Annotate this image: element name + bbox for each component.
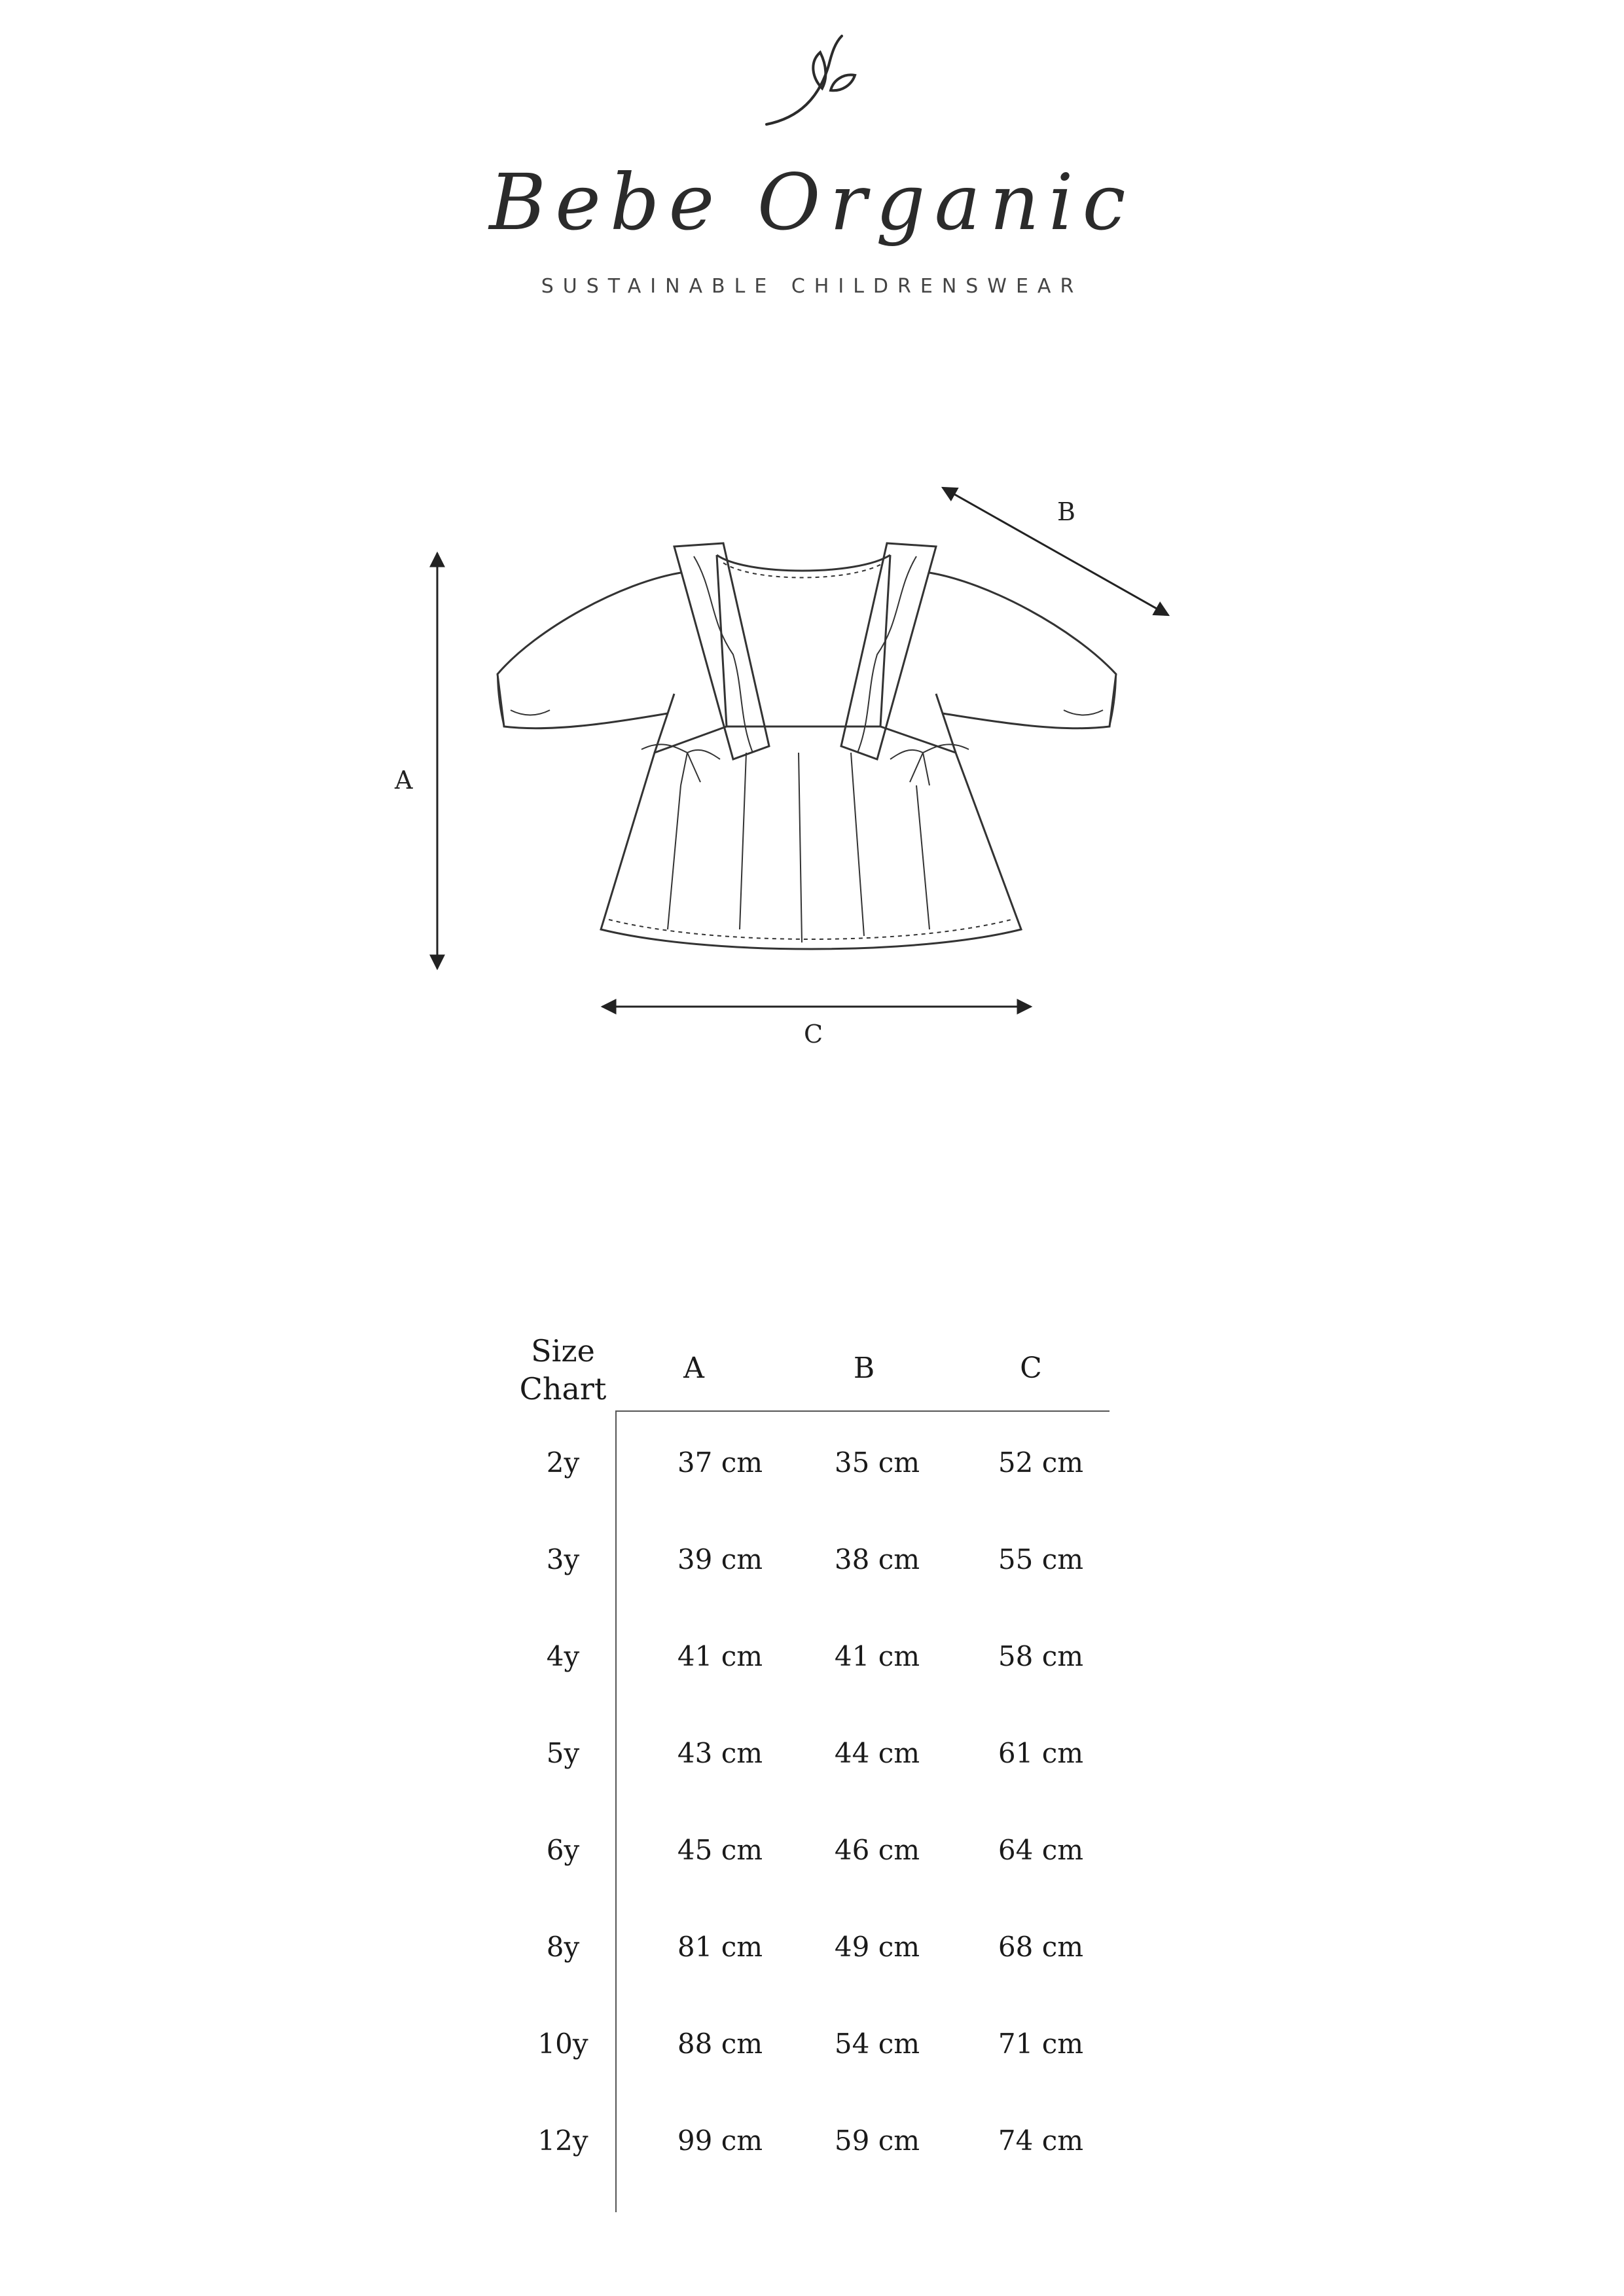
b-cell: 54 cm (834, 2028, 920, 2060)
b-cell: 49 cm (834, 1931, 920, 1963)
a-cell: 39 cm (677, 1543, 763, 1575)
size-cell: 3y (546, 1543, 580, 1575)
a-cell: 81 cm (677, 1931, 763, 1963)
b-cell: 35 cm (834, 1446, 920, 1479)
table-header-divider (615, 1410, 1110, 1412)
table-row (497, 1543, 1126, 1596)
b-cell: 59 cm (834, 2125, 920, 2157)
size-chart-title-line2: Chart (519, 1371, 607, 1407)
dimension-b-label: B (1057, 497, 1075, 526)
a-cell: 43 cm (677, 1737, 763, 1769)
c-cell: 61 cm (998, 1737, 1084, 1769)
c-cell: 74 cm (998, 2125, 1084, 2157)
table-row (497, 1931, 1126, 1983)
a-cell: 37 cm (677, 1446, 763, 1479)
b-cell: 44 cm (834, 1737, 920, 1769)
c-cell: 52 cm (998, 1446, 1084, 1479)
table-row (497, 1446, 1126, 1499)
c-cell: 64 cm (998, 1834, 1084, 1866)
garment-diagram (0, 0, 1624, 1113)
a-cell: 99 cm (677, 2125, 763, 2157)
brand-name: Bebe Organic (489, 157, 1135, 247)
table-row (497, 1640, 1126, 1693)
table-row (497, 1834, 1126, 1886)
column-header-b: B (853, 1352, 875, 1385)
b-cell: 46 cm (834, 1834, 920, 1866)
column-header-c: C (1020, 1352, 1042, 1385)
column-header-a: A (683, 1352, 704, 1385)
table-column-divider (615, 1410, 617, 2212)
c-cell: 58 cm (998, 1640, 1084, 1672)
dimension-c-label: C (804, 1020, 823, 1049)
size-cell: 4y (546, 1640, 580, 1672)
c-cell: 55 cm (998, 1543, 1084, 1575)
a-cell: 88 cm (677, 2028, 763, 2060)
size-chart-title (497, 1332, 628, 1408)
size-cell: 10y (537, 2028, 588, 2060)
b-cell: 38 cm (834, 1543, 920, 1575)
c-cell: 71 cm (998, 2028, 1084, 2060)
size-cell: 2y (546, 1446, 580, 1479)
c-cell: 68 cm (998, 1931, 1084, 1963)
dimension-b-arrow (943, 488, 1168, 615)
size-cell: 5y (546, 1737, 580, 1769)
size-cell: 8y (546, 1931, 580, 1963)
size-cell: 12y (537, 2125, 588, 2157)
a-cell: 45 cm (677, 1834, 763, 1866)
a-cell: 41 cm (677, 1640, 763, 1672)
dimension-a-label: A (395, 766, 413, 795)
size-cell: 6y (546, 1834, 580, 1866)
brand-tagline: SUSTAINABLE CHILDRENSWEAR (541, 275, 1083, 298)
dress-outline (497, 543, 1116, 949)
table-row (497, 2028, 1126, 2080)
size-chart-title-line1: Size (531, 1333, 595, 1369)
b-cell: 41 cm (834, 1640, 920, 1672)
table-row (497, 2125, 1126, 2177)
table-row (497, 1737, 1126, 1789)
